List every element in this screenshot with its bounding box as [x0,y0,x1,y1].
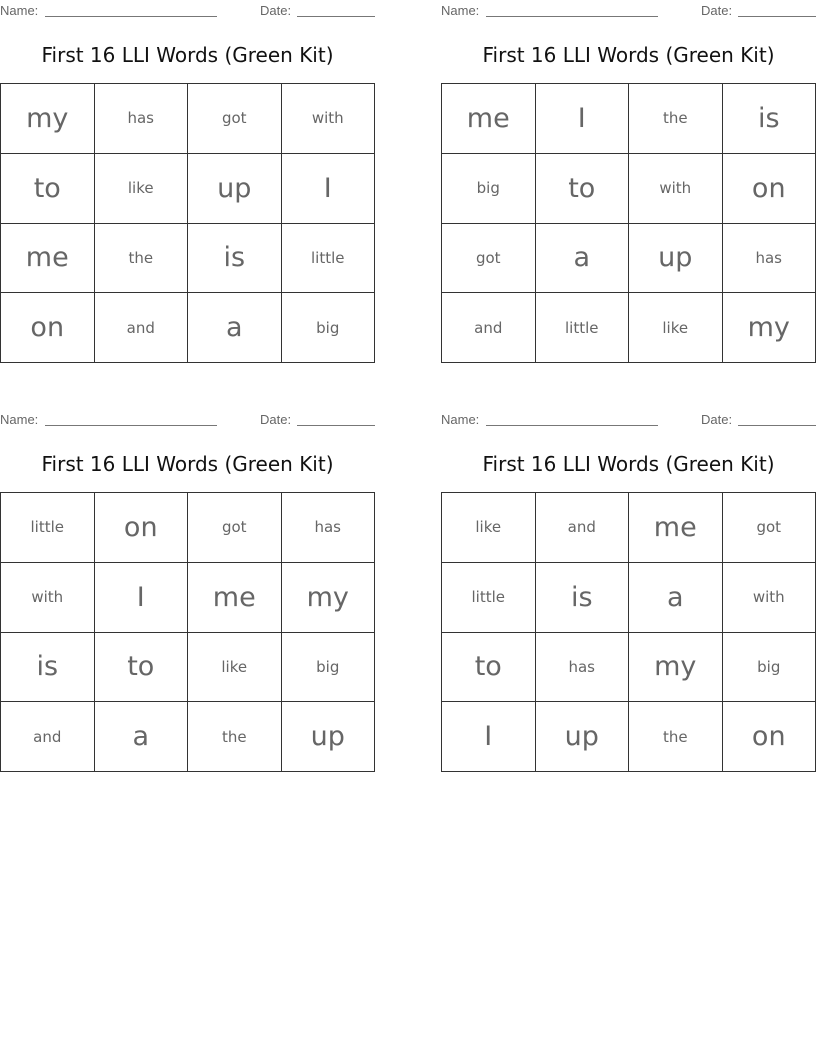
word-cell: to [536,154,630,224]
name-field-line [486,425,658,426]
word-cell: the [629,84,723,154]
word-cell: a [188,293,282,363]
word-cell: like [95,154,189,224]
card-title: First 16 LLI Words (Green Kit) [482,43,775,67]
word-cell: little [536,293,630,363]
word-cell: like [442,493,536,563]
word-grid [0,83,375,363]
name-date-row [441,409,816,429]
card-title: First 16 LLI Words (Green Kit) [482,452,775,476]
name-label: Name: [441,3,480,18]
date-field-line [297,425,375,426]
word-cell: on [95,493,189,563]
word-cell: on [723,702,816,772]
name-field-line [45,425,217,426]
name-label: Name: [441,412,480,427]
word-cell: a [536,224,630,294]
name-date-row [0,0,375,20]
word-cell: got [442,224,536,294]
word-grid [441,492,816,772]
word-cell: my [282,563,376,633]
word-cell: little [282,224,376,294]
date-field-line [738,16,816,17]
word-cell: with [1,563,95,633]
word-cell: the [188,702,282,772]
word-cell: I [282,154,376,224]
word-cell: like [188,633,282,703]
word-cell: me [1,224,95,294]
word-cell: is [188,224,282,294]
word-cell: big [723,633,816,703]
word-cell: with [723,563,816,633]
word-cell: a [629,563,723,633]
word-cell: with [282,84,376,154]
name-field-line [486,16,658,17]
word-cell: I [536,84,630,154]
date-field-line [738,425,816,426]
card-title: First 16 LLI Words (Green Kit) [41,43,334,67]
name-date-row [441,0,816,20]
word-cell: big [282,633,376,703]
word-cell: and [536,493,630,563]
word-cell: and [1,702,95,772]
word-cell: little [442,563,536,633]
word-cell: got [188,84,282,154]
name-label: Name: [0,3,39,18]
word-grid [0,492,375,772]
word-cell: up [629,224,723,294]
word-cell: up [188,154,282,224]
date-field-line [297,16,375,17]
word-cell: to [95,633,189,703]
name-field-line [45,16,217,17]
word-cell: got [188,493,282,563]
word-cell: on [723,154,816,224]
word-cell: got [723,493,816,563]
word-cell: me [188,563,282,633]
word-cell: like [629,293,723,363]
word-cell: has [95,84,189,154]
word-cell: me [442,84,536,154]
word-cell: big [442,154,536,224]
word-cell: has [536,633,630,703]
card-title: First 16 LLI Words (Green Kit) [41,452,334,476]
word-cell: to [442,633,536,703]
word-cell: up [536,702,630,772]
word-cell: is [723,84,816,154]
word-cell: has [282,493,376,563]
word-cell: a [95,702,189,772]
word-cell: the [629,702,723,772]
word-cell: my [723,293,816,363]
word-cell: on [1,293,95,363]
word-cell: is [1,633,95,703]
word-cell: is [536,563,630,633]
word-cell: with [629,154,723,224]
word-cell: to [1,154,95,224]
word-grid [441,83,816,363]
word-cell: up [282,702,376,772]
name-date-row [0,409,375,429]
word-cell: and [95,293,189,363]
date-label: Date: [260,412,292,427]
date-label: Date: [260,3,292,18]
word-cell: has [723,224,816,294]
word-cell: big [282,293,376,363]
name-label: Name: [0,412,39,427]
word-cell: my [629,633,723,703]
word-cell: and [442,293,536,363]
word-cell: the [95,224,189,294]
word-cell: I [95,563,189,633]
word-cell: me [629,493,723,563]
word-cell: I [442,702,536,772]
date-label: Date: [701,3,733,18]
date-label: Date: [701,412,733,427]
word-cell: little [1,493,95,563]
word-cell: my [1,84,95,154]
